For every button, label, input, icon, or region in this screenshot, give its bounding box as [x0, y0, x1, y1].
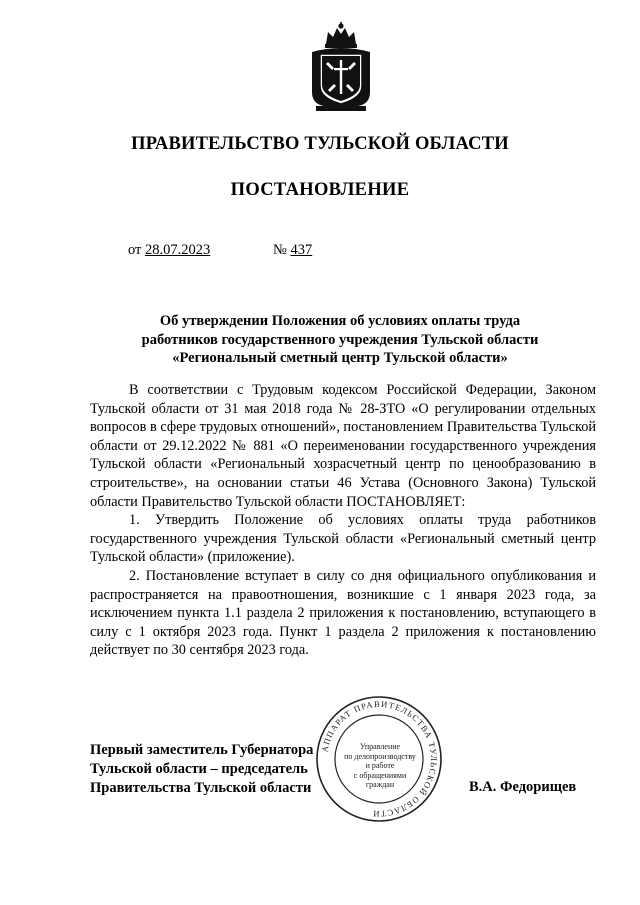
date-value: 28.07.2023 [145, 242, 211, 258]
government-title: ПРАВИТЕЛЬСТВО ТУЛЬСКОЙ ОБЛАСТИ [131, 134, 509, 154]
document-body [90, 381, 596, 660]
body-paragraph-preamble: В соответствии с Трудовым кодексом Российской Федерации, Законом Тульской области от 31 мая 2018 года № 28-ЗТО «О регулировании отдельных вопросов в сфере трудовых отношений», постановлением Правительства Тульской области от 29.12.2022 № 881 «О переименовании государственного учреждения Тульской области «Региональный хозрасчетный центр по ценообразованию в строительстве», на основании статьи 46 Устава (Основного Закона) Тульской области Правительство Тульской области ПОСТАНОВЛЯЕТ: [90, 382, 596, 510]
seal-center-line: с обращениями [353, 770, 407, 780]
document-number [273, 242, 312, 259]
document-date [128, 242, 210, 259]
body-paragraph-item-1: 1. Утвердить Положение об условиях оплаты труда работников государственного учреждения Тульской области «Региональный сметный центр Тульской области» (приложение). [90, 512, 596, 566]
signatory-position-line: Тульской области – председатель [90, 761, 308, 777]
signatory-position-line: Первый заместитель Губернатора [90, 742, 314, 758]
subject-line: Об утверждении Положения об условиях оплаты труда [159, 313, 521, 329]
seal-center-line: и работе [365, 761, 395, 770]
number-prefix: № [273, 242, 287, 258]
number-value: 437 [290, 242, 313, 258]
signatory-position [90, 741, 313, 798]
tula-region-coat-of-arms-icon [306, 22, 376, 114]
date-prefix: от [128, 242, 142, 258]
body-paragraph-item-2: 2. Постановление вступает в силу со дня официального опубликования и распространяется на правоотношения, возникшие с 1 января 2023 года, за исключением пункта 1.1 раздела 2 приложения к постановлению, вступающего в силу с 1 октября 2023 года. Пункт 1 раздела 2 приложения к постановлению действует по 30 сентября 2023 года. [90, 567, 596, 659]
signatory-position-line: Правительства Тульской области [90, 780, 312, 796]
signatory-name: В.А. Федорищев [469, 779, 577, 795]
seal-ring-text: АППАРАТ ПРАВИТЕЛЬСТВА ТУЛЬСКОЙ ОБЛАСТИ [319, 698, 440, 820]
subject-line: работников государственного учреждения Тульской области [141, 331, 539, 348]
seal-center-line: Управление [359, 742, 401, 751]
seal-center-text [337, 742, 423, 790]
document-type-title: ПОСТАНОВЛЕНИЕ [230, 180, 410, 200]
seal-center-line: по делопроизводству [344, 751, 416, 761]
document-subject [100, 312, 580, 368]
subject-line: «Региональный сметный центр Тульской области» [172, 350, 508, 366]
seal-center-line: граждан [365, 780, 395, 789]
